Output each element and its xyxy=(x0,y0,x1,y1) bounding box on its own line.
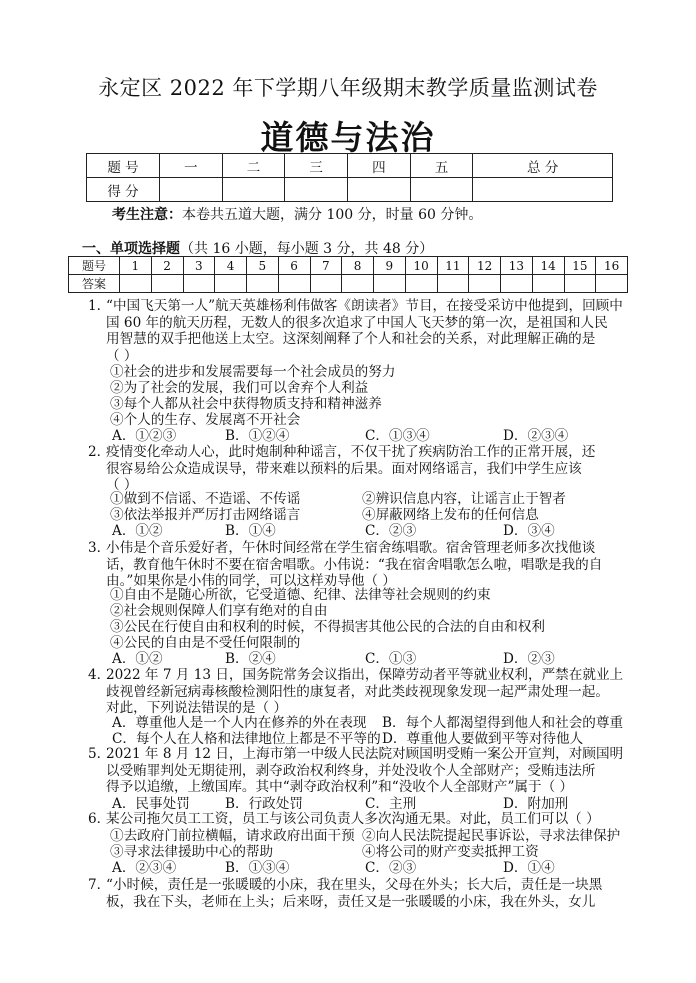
stem-line: 板，我在下头，老师在上头；后来呀，责任又是一张暖暖的小床，我在外头，女儿 xyxy=(106,893,596,910)
stem-line: 由。”如果你是小伟的同学，可以这样劝导他（ ） xyxy=(106,573,396,590)
stem-line: “小时候，责任是一张暖暖的小床，我在里头，父母在外头；长大后，责任是一块黑 xyxy=(106,877,603,893)
answer-label: 题号 xyxy=(69,257,120,275)
question-stem xyxy=(106,746,626,796)
statement-item: ④将公司的财产变卖抵押工资 xyxy=(362,844,539,860)
answer-blank[interactable] xyxy=(532,275,564,293)
statement-item: ②辨识信息内容，让谣言止于智者 xyxy=(362,491,566,507)
choice-option[interactable]: C．每个人在人格和法律地位上都是不平等的 xyxy=(112,731,381,747)
question-number: 2． xyxy=(88,444,111,460)
statement-item: ①社会的进步和发展需要每一个社会成员的努力 xyxy=(110,364,396,380)
answer-number: 10 xyxy=(405,257,437,275)
answer-number: 2 xyxy=(151,257,183,275)
answer-number: 12 xyxy=(469,257,501,275)
choice-option[interactable]: A．②③④ xyxy=(112,860,177,876)
answer-table xyxy=(68,256,628,293)
statement-item: ④个人的生存、发展离不开社会 xyxy=(110,412,301,428)
section-heading xyxy=(82,238,433,258)
question-number: 1． xyxy=(88,298,111,314)
answer-number: 13 xyxy=(501,257,533,275)
answer-blank[interactable] xyxy=(120,275,152,293)
question-number: 6． xyxy=(88,811,111,827)
answer-number: 8 xyxy=(342,257,374,275)
score-cell: 五 xyxy=(410,154,473,178)
answer-blank[interactable] xyxy=(564,275,596,293)
choice-option[interactable]: C．①③④ xyxy=(365,428,430,444)
answer-number-row xyxy=(69,257,628,275)
stem-line: 小伟是个音乐爱好者，午休时间经常在学生宿舍练唱歌。宿舍管理老师多次找他谈 xyxy=(106,540,596,556)
question-number: 7． xyxy=(88,877,111,893)
choice-option[interactable]: A．民事处罚 xyxy=(112,796,190,812)
answer-number: 16 xyxy=(596,257,628,275)
score-blank xyxy=(473,178,613,202)
score-cell: 四 xyxy=(348,154,411,178)
answer-blank[interactable] xyxy=(469,275,501,293)
answer-number: 7 xyxy=(310,257,342,275)
answer-number: 3 xyxy=(183,257,215,275)
exam-notice xyxy=(112,204,482,224)
answer-blank[interactable] xyxy=(374,275,406,293)
choice-option[interactable]: D．②③ xyxy=(503,651,555,667)
answer-blank[interactable] xyxy=(596,275,628,293)
answer-blank[interactable] xyxy=(247,275,279,293)
question-number: 5． xyxy=(88,746,111,762)
score-table-score-row xyxy=(87,178,613,202)
answer-number: 11 xyxy=(437,257,469,275)
choice-option[interactable]: A．①②③ xyxy=(112,428,177,444)
answer-blank[interactable] xyxy=(501,275,533,293)
choice-option[interactable]: B．每个人都渴望得到他人和社会的尊重 xyxy=(382,715,624,731)
answer-blank[interactable] xyxy=(310,275,342,293)
stem-line: “中国飞天第一人”航天英雄杨利伟做客《朗读者》节目，在接受采访中他提到，回顾中 xyxy=(106,298,623,314)
choice-option[interactable]: D．①④ xyxy=(503,860,555,876)
exam-title: 永定区 2022 年下学期八年级期末教学质量监测试卷 xyxy=(98,76,598,100)
stem-line: （ ） xyxy=(106,477,138,494)
choice-option[interactable]: B．①②④ xyxy=(225,428,290,444)
answer-blank[interactable] xyxy=(342,275,374,293)
answer-number: 6 xyxy=(278,257,310,275)
choice-option[interactable]: C．②③ xyxy=(365,523,417,539)
choice-option[interactable]: C．①③ xyxy=(365,651,417,667)
score-blank xyxy=(285,178,348,202)
score-cell: 二 xyxy=(222,154,285,178)
question-number: 4． xyxy=(88,667,111,683)
answer-number: 15 xyxy=(564,257,596,275)
statement-item: ④公民的自由是不受任何限制的 xyxy=(110,635,301,651)
question-stem xyxy=(106,540,626,590)
stem-line: （ ） xyxy=(106,347,138,364)
question-number: 3． xyxy=(88,540,111,556)
statement-item: ②为了社会的发展，我们可以舍弃个人利益 xyxy=(110,380,369,396)
answer-blank[interactable] xyxy=(437,275,469,293)
subject-title: 道德与法治 xyxy=(260,118,436,157)
choice-option[interactable]: B．②④ xyxy=(225,651,276,667)
question-stem xyxy=(106,877,626,910)
notice-text: 本卷共五道大题，满分 100 分，时量 60 分钟。 xyxy=(182,207,483,223)
question-stem xyxy=(106,298,626,364)
answer-blank[interactable] xyxy=(215,275,247,293)
score-table-header-row xyxy=(87,154,613,178)
score-cell: 得 分 xyxy=(87,178,160,202)
score-cell: 题 号 xyxy=(87,154,160,178)
stem-line: 2021 年 8 月 12 日，上海市第一中级人民法院对顾国明受贿一案公开宣判，对顾国明 xyxy=(106,746,624,762)
score-cell: 总 分 xyxy=(473,154,613,178)
answer-number: 14 xyxy=(532,257,564,275)
choice-option[interactable]: D．③④ xyxy=(503,523,555,539)
question-stem xyxy=(106,667,626,717)
score-table xyxy=(86,153,613,202)
stem-line: 对此，下列说法错误的是（ ） xyxy=(106,700,288,717)
score-blank xyxy=(410,178,473,202)
section-desc: （共 16 小题，每小题 3 分，共 48 分） xyxy=(180,241,434,257)
choice-option[interactable]: D．②③④ xyxy=(503,428,569,444)
statement-item: ③每个人都从社会中获得物质支持和精神滋养 xyxy=(110,396,382,412)
choice-option[interactable]: B．①③④ xyxy=(225,860,290,876)
statement-item: ②向人民法院提起民事诉讼，寻求法律保护 xyxy=(362,828,621,844)
statement-item: ③寻求法律援助中心的帮助 xyxy=(110,844,274,860)
stem-line: 得予以追缴，上缴国库。其中“剥夺政治权利”和“没收个人全部财产”属于（ ） xyxy=(106,779,574,796)
choice-option[interactable]: A．①② xyxy=(112,651,163,667)
section-title: 一、单项选择题 xyxy=(82,241,180,257)
choice-option[interactable]: B．①④ xyxy=(225,523,276,539)
score-cell: 一 xyxy=(160,154,223,178)
statement-item: ②社会规则保障人们享有绝对的自由 xyxy=(110,603,328,619)
choice-option[interactable]: A．①② xyxy=(112,523,163,539)
answer-number: 1 xyxy=(120,257,152,275)
stem-line: 疫情变化牵动人心，此时炮制种种谣言，不仅干扰了疾病防治工作的正常开展，还 xyxy=(106,444,596,460)
choice-option[interactable]: D．尊重他人要做到平等对待他人 xyxy=(382,731,584,747)
stem-line: 以受贿罪判处无期徒刑，剥夺政治权利终身，并处没收个人全部财产；受贿违法所 xyxy=(106,762,596,779)
statement-item: ①自由不是随心所欲，它受道德、纪律、法律等社会规则的约束 xyxy=(110,587,491,603)
answer-label: 答案 xyxy=(69,275,120,293)
answer-number: 9 xyxy=(374,257,406,275)
score-cell: 三 xyxy=(285,154,348,178)
score-blank xyxy=(348,178,411,202)
statement-item: ①去政府门前拉横幅，请求政府出面干预 xyxy=(110,828,355,844)
stem-line: 国 60 年的航天历程，无数人的很多次追求了中国人飞天梦的第一次，是祖国和人民 xyxy=(106,314,608,331)
answer-blank[interactable] xyxy=(183,275,215,293)
score-blank xyxy=(222,178,285,202)
choice-option[interactable]: A．尊重他人是一个人内在修养的外在表现 xyxy=(112,715,367,731)
answer-number: 4 xyxy=(215,257,247,275)
stem-line: 很容易给公众造成误导，带来难以预料的后果。面对网络谣言，我们中学生应该 xyxy=(106,460,582,477)
score-blank xyxy=(160,178,223,202)
stem-line: 歧视曾经新冠病毒核酸检测阳性的康复者，对此类歧视现象发现一起严肃处理一起。 xyxy=(106,683,609,700)
statement-item: ④屏蔽网络上发布的任何信息 xyxy=(362,507,539,523)
choice-option[interactable]: C．②③ xyxy=(365,860,417,876)
answer-number: 5 xyxy=(247,257,279,275)
question-stem xyxy=(106,444,626,494)
question-stem xyxy=(106,811,626,828)
choice-option[interactable]: C．主刑 xyxy=(365,796,417,812)
answer-fill-row xyxy=(69,275,628,293)
stem-line: 某公司拖欠员工工资，员工与该公司负责人多次沟通无果。对此，员工们可以（ ） xyxy=(106,811,600,827)
answer-blank[interactable] xyxy=(405,275,437,293)
stem-line: 话，教育他午休时不要在宿舍唱歌。小伟说：“我在宿舍唱歌怎么啦，唱歌是我的自 xyxy=(106,556,603,573)
choice-option[interactable]: D．附加刑 xyxy=(503,796,569,812)
notice-label: 考生注意： xyxy=(112,207,182,223)
stem-line: 2022 年 7 月 13 日，国务院常务会议指出，保障劳动者平等就业权利，严禁在就业上 xyxy=(106,667,624,683)
answer-blank[interactable] xyxy=(278,275,310,293)
statement-item: ③公民在行使自由和权利的时候，不得损害其他公民的合法的自由和权利 xyxy=(110,619,545,635)
statement-item: ①做到不信谣、不造谣、不传谣 xyxy=(110,491,301,507)
choice-option[interactable]: B．行政处罚 xyxy=(225,796,303,812)
answer-blank[interactable] xyxy=(151,275,183,293)
stem-line: 用智慧的双手把他送上太空。这深刻阐释了个人和社会的关系，对此理解正确的是 xyxy=(106,331,596,348)
statement-item: ③依法举报并严厉打击网络谣言 xyxy=(110,507,301,523)
